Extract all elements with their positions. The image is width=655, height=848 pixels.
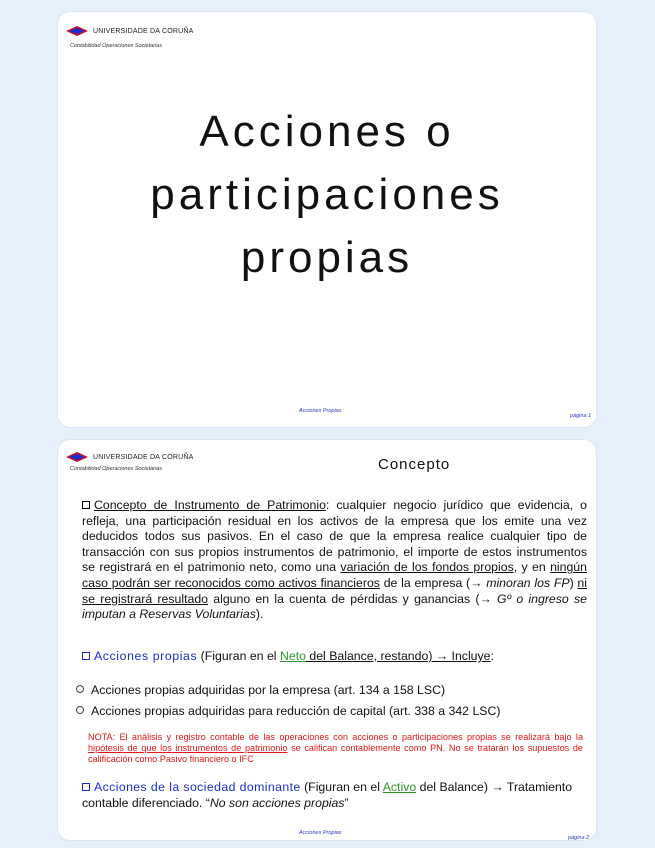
course-subtitle: Contabilidad Operaciones Societarias (70, 466, 163, 472)
text: : (490, 649, 494, 663)
term: Acciones de la sociedad dominante (94, 780, 301, 794)
title-line: propias (240, 233, 414, 282)
text: Neto (279, 649, 306, 663)
text: ni se registrará resultado (82, 575, 587, 606)
list-item (76, 683, 581, 699)
acciones-propias-line (82, 649, 587, 665)
text: se califican contablemente como PN. No se tratarán los supuestos de calificación como Pasivo financiero o IFC (88, 743, 583, 765)
text: Incluye (451, 649, 491, 663)
text: (Figuran en el (197, 649, 280, 663)
page-title (58, 100, 596, 289)
text: Activo (382, 780, 417, 794)
text: NOTA: El análisis y registro contable de las operaciones con acciones o participaciones propias se realizará bajo la (88, 732, 583, 742)
slide-2 (58, 440, 596, 840)
text: , y en (513, 560, 551, 575)
concept-paragraph (82, 498, 587, 623)
text: ” (344, 795, 349, 810)
text: No son acciones propias (209, 795, 345, 810)
slide-footer: Acciones Propias (299, 408, 342, 414)
text: ). (255, 607, 264, 622)
sociedad-dominante-paragraph (82, 780, 587, 811)
title-line: participaciones (150, 170, 504, 219)
logo-text: UNIVERSIDADE DA CORUÑA (93, 453, 194, 461)
logo-text: UNIVERSIDADE DA CORUÑA (93, 27, 194, 35)
text: minoran los FP (486, 575, 570, 590)
text: alguno en la cuenta de pérdidas y ganancias (→ (208, 591, 498, 606)
course-subtitle: Contabilidad Operaciones Societarias (70, 43, 163, 49)
circle-bullet-icon (76, 685, 84, 693)
university-emblem-icon (66, 26, 88, 36)
checkbox-bullet-icon (82, 501, 90, 509)
slide-footer: Acciones Propias (299, 830, 342, 836)
text: (Figuran en el (300, 780, 383, 794)
text: hipótesis de que los instrumentos de patrimonio (88, 743, 288, 754)
text: ningún caso podrán ser reconocidos como activos financieros (82, 560, 587, 590)
text: del Balance) → Tratamiento contable diferenciado. “ (82, 780, 573, 810)
slide-1 (58, 12, 596, 427)
text: : cualquier negocio jurídico que evidencia, o refleja, una participación residual en los activos de la empresa que los emite una vez deducidos todos sus pasivos. En el caso de que la empresa realice cualquier tipo de transacción con sus propios instrumentos de patrimonio, el importe de estos instrumentos se registrará en el patrimonio neto, como una (82, 498, 587, 575)
page-number: página 1 (570, 413, 592, 419)
note-paragraph (88, 732, 583, 766)
page-number: página 2 (568, 835, 590, 841)
university-logo (66, 452, 193, 462)
list-item (76, 704, 581, 720)
circle-bullet-icon (76, 706, 84, 714)
checkbox-bullet-icon (82, 652, 90, 660)
university-emblem-icon (66, 452, 88, 462)
text: del Balance, restando) → (305, 649, 452, 663)
term: Concepto de Instrumento de Patrimonio (94, 498, 326, 512)
text: de la empresa (→ (379, 575, 487, 590)
text: ) (569, 575, 578, 590)
text: Gº o ingreso se imputan a Reservas Voluntarias (82, 591, 587, 622)
text: variación de los fondos propios (340, 560, 514, 575)
title-line: Acciones o (199, 107, 455, 156)
section-heading: Concepto (378, 456, 451, 473)
term: Acciones propias (94, 649, 198, 663)
list-item-text: Acciones propias adquiridas para reducción de capital (art. 338 a 342 LSC) (91, 704, 501, 718)
checkbox-bullet-icon (82, 783, 90, 791)
list-item-text: Acciones propias adquiridas por la empresa (art. 134 a 158 LSC) (91, 683, 446, 697)
university-logo (66, 26, 193, 36)
